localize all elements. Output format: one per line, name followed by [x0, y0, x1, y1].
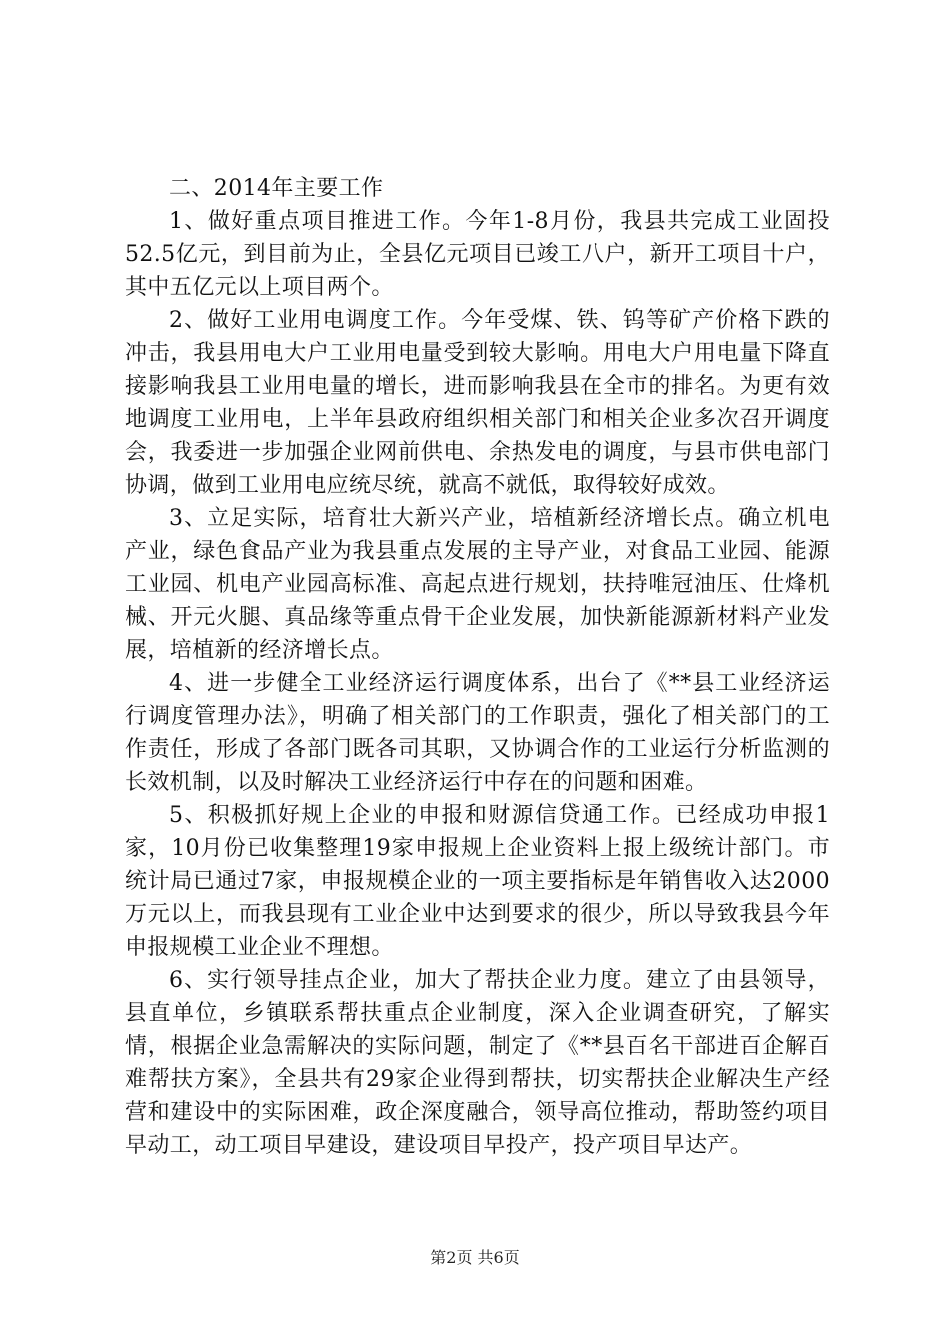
paragraph-2: 2、做好工业用电调度工作。今年受煤、铁、钨等矿产价格下跌的冲击，我县用电大户工业用电量受到较大影响。用电大户用电量下降直接影响我县工业用电量的增长，进而影响我县在全市的排名。为更有效地调度工业用电，上半年县政府组织相关部门和相关企业多次召开调度会，我委进一步加强企业网前供电、余热发电的调度，与县市供电部门协调，做到工业用电应统尽统，就高不就低，取得较好成效。: [125, 308, 830, 498]
document-body: [125, 172, 830, 1162]
paragraph-1: 1、做好重点项目推进工作。今年1-8月份，我县共完成工业固投52.5亿元，到目前为止，全县亿元项目已竣工八户，新开工项目十户，其中五亿元以上项目两个。: [125, 209, 830, 300]
paragraph-6: 6、实行领导挂点企业，加大了帮扶企业力度。建立了由县领导，县直单位，乡镇联系帮扶重点企业制度，深入企业调查研究，了解实情，根据企业急需解决的实际问题，制定了《**县百名干部进百企解百难帮扶方案》，全县共有29家企业得到帮扶，切实帮扶企业解决生产经营和建设中的实际困难，政企深度融合，领导高位推动，帮助签约项目早动工，动工项目早建设，建设项目早投产，投产项目早达产。: [125, 968, 830, 1158]
paragraph-3: 3、立足实际，培育壮大新兴产业，培植新经济增长点。确立机电产业，绿色食品产业为我县重点发展的主导产业，对食品工业园、能源工业园、机电产业园高标准、高起点进行规划，扶持唯冠油压、仕烽机械、开元火腿、真品缘等重点骨干企业发展，加快新能源新材料产业发展，培植新的经济增长点。: [125, 506, 830, 663]
section-heading: 二、2014年主要工作: [169, 176, 384, 201]
paragraph-4: 4、进一步健全工业经济运行调度体系，出台了《**县工业经济运行调度管理办法》，明确了相关部门的工作职责，强化了相关部门的工作责任，形成了各部门既各司其职，又协调合作的工业运行分析监测的长效机制，以及时解决工业经济运行中存在的问题和困难。: [125, 671, 830, 795]
paragraph-5: 5、积极抓好规上企业的申报和财源信贷通工作。已经成功申报1家，10月份已收集整理19家申报规上企业资料上报上级统计部门。市统计局已通过7家，申报规模企业的一项主要指标是年销售收入达2000万元以上，而我县现有工业企业中达到要求的很少，所以导致我县今年申报规模工业企业不理想。: [125, 803, 830, 960]
page-number-footer: 第2页 共6页: [430, 1248, 520, 1267]
